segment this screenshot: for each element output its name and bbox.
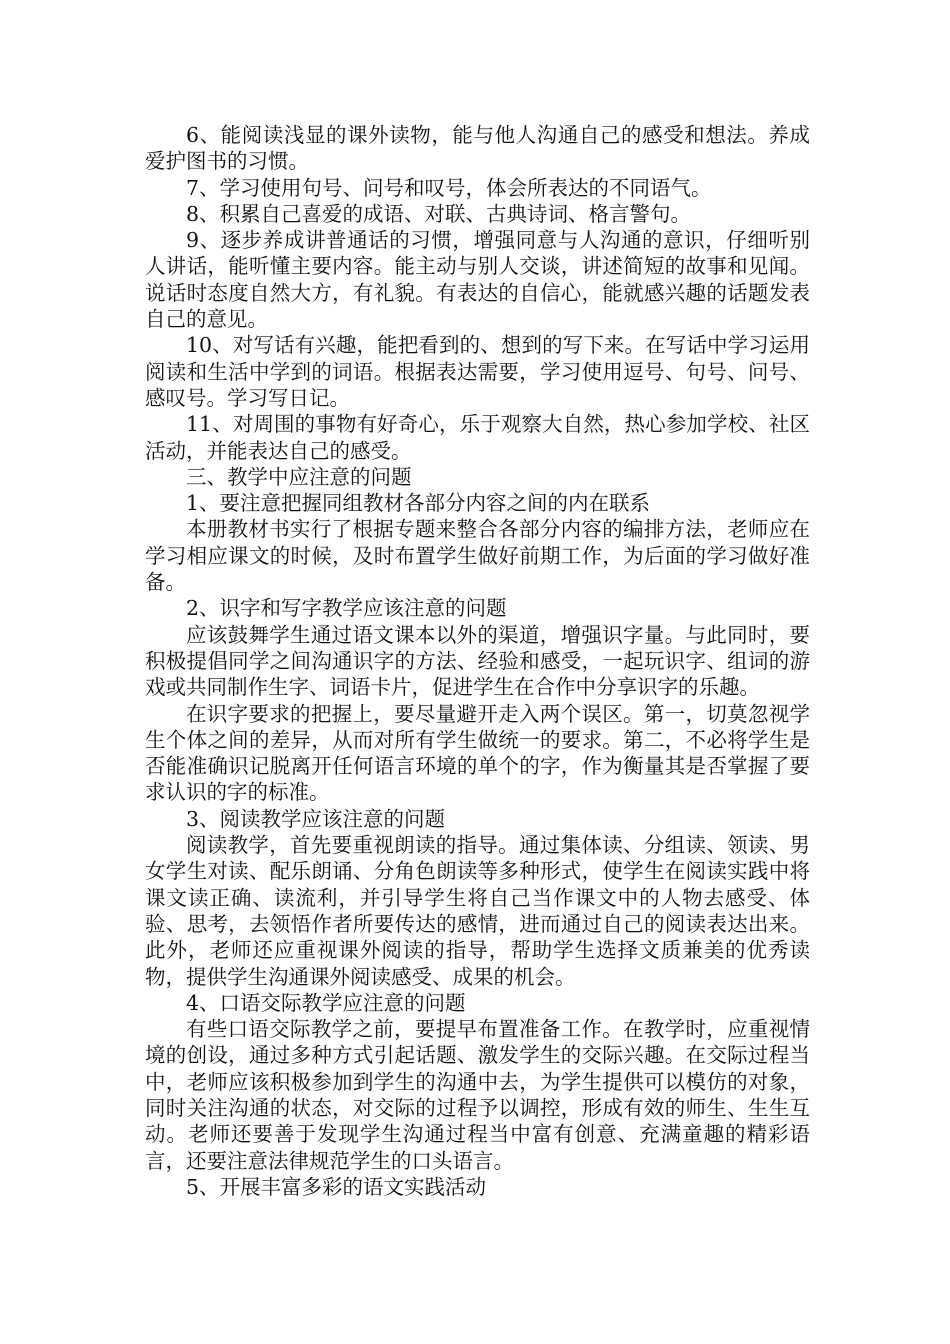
paragraph-item-6: 6、能阅读浅显的课外读物，能与他人沟通自己的感受和想法。养成爱护图书的习惯。 <box>145 123 810 174</box>
subheading-3: 3、阅读教学应该注意的问题 <box>186 806 446 831</box>
paragraph-item-10: 10、对写话有兴趣，能把看到的、想到的写下来。在写话中学习运用阅读和生活中学到的词语。根据表达需要，学习使用逗号、句号、问号、感叹号。学习写日记。 <box>145 333 810 410</box>
paragraph-item-7: 7、学习使用句号、问号和叹号，体会所表达的不同语气。 <box>186 175 712 200</box>
document-page <box>145 122 810 1200</box>
paragraph-item-9: 9、逐步养成讲普通话的习惯，增强同意与人沟通的意识，仔细听别人讲话，能听懂主要内容。能主动与别人交谈，讲述简短的故事和见闻。说话时态度自然大方，有礼貌。有表达的自信心，能就感兴趣的话题发表自己的意见。 <box>145 228 810 332</box>
paragraph-oral-communication: 有些口语交际教学之前，要提早布置准备工作。在教学时，应重视情境的创设，通过多种方式引起话题、激发学生的交际兴趣。在交际过程当中，老师应该积极参加到学生的沟通中去，为学生提供可以模仿的对象，同时关注沟通的状态，对交际的过程予以调控，形成有效的师生、生生互动。老师还要善于发现学生沟通过程当中富有创意、充满童趣的精彩语言，还要注意法律规范学生的口头语言。 <box>145 1017 810 1173</box>
paragraph-reading-teaching: 阅读教学，首先要重视朗读的指导。通过集体读、分组读、领读、男女学生对读、配乐朗诵、分角色朗读等多种形式，使学生在阅读实践中将课文读正确、读流利，并引导学生将自己当作课文中的人物去感受、体验、思考，去领悟作者所要传达的感情，进而通过自己的阅读表达出来。此外，老师还应重视课外阅读的指导，帮助学生选择文质兼美的优秀读物，提供学生沟通课外阅读感受、成果的机会。 <box>145 833 810 989</box>
paragraph-item-11: 11、对周围的事物有好奇心，乐于观察大自然，热心参加学校、社区活动，并能表达自己的感受。 <box>145 412 810 463</box>
subheading-2: 2、识字和写字教学应该注意的问题 <box>186 596 507 621</box>
paragraph-literacy-encourage: 应该鼓舞学生通过语文课本以外的渠道，增强识字量。与此同时，要积极提倡同学之间沟通识字的方法、经验和感受，一起玩识字、组词的游戏或共同制作生字、词语卡片，促进学生在合作中分享识字的乐趣。 <box>145 622 810 700</box>
subheading-1: 1、要注意把握同组教材各部分内容之间的内在联系 <box>186 491 651 516</box>
paragraph-item-8: 8、积累自己喜爱的成语、对联、古典诗词、格言警句。 <box>186 201 692 226</box>
subheading-5: 5、开展丰富多彩的语文实践活动 <box>186 1174 487 1199</box>
paragraph-literacy-pitfalls: 在识字要求的把握上，要尽量避开走入两个误区。第一，切莫忽视学生个体之间的差异，从而对所有学生做统一的要求。第二，不必将学生是否能准确识记脱离开任何语言环境的单个的字，作为衡量其是否掌握了要求认识的字的标准。 <box>145 701 810 805</box>
subheading-4: 4、口语交际教学应注意的问题 <box>186 990 466 1015</box>
paragraph-textbook-arrangement: 本册教材书实行了根据专题来整合各部分内容的编排方法，老师应在学习相应课文的时候，及时布置学生做好前期工作，为后面的学习做好准备。 <box>145 517 810 595</box>
section-heading-3: 三、教学中应注意的问题 <box>186 464 412 489</box>
